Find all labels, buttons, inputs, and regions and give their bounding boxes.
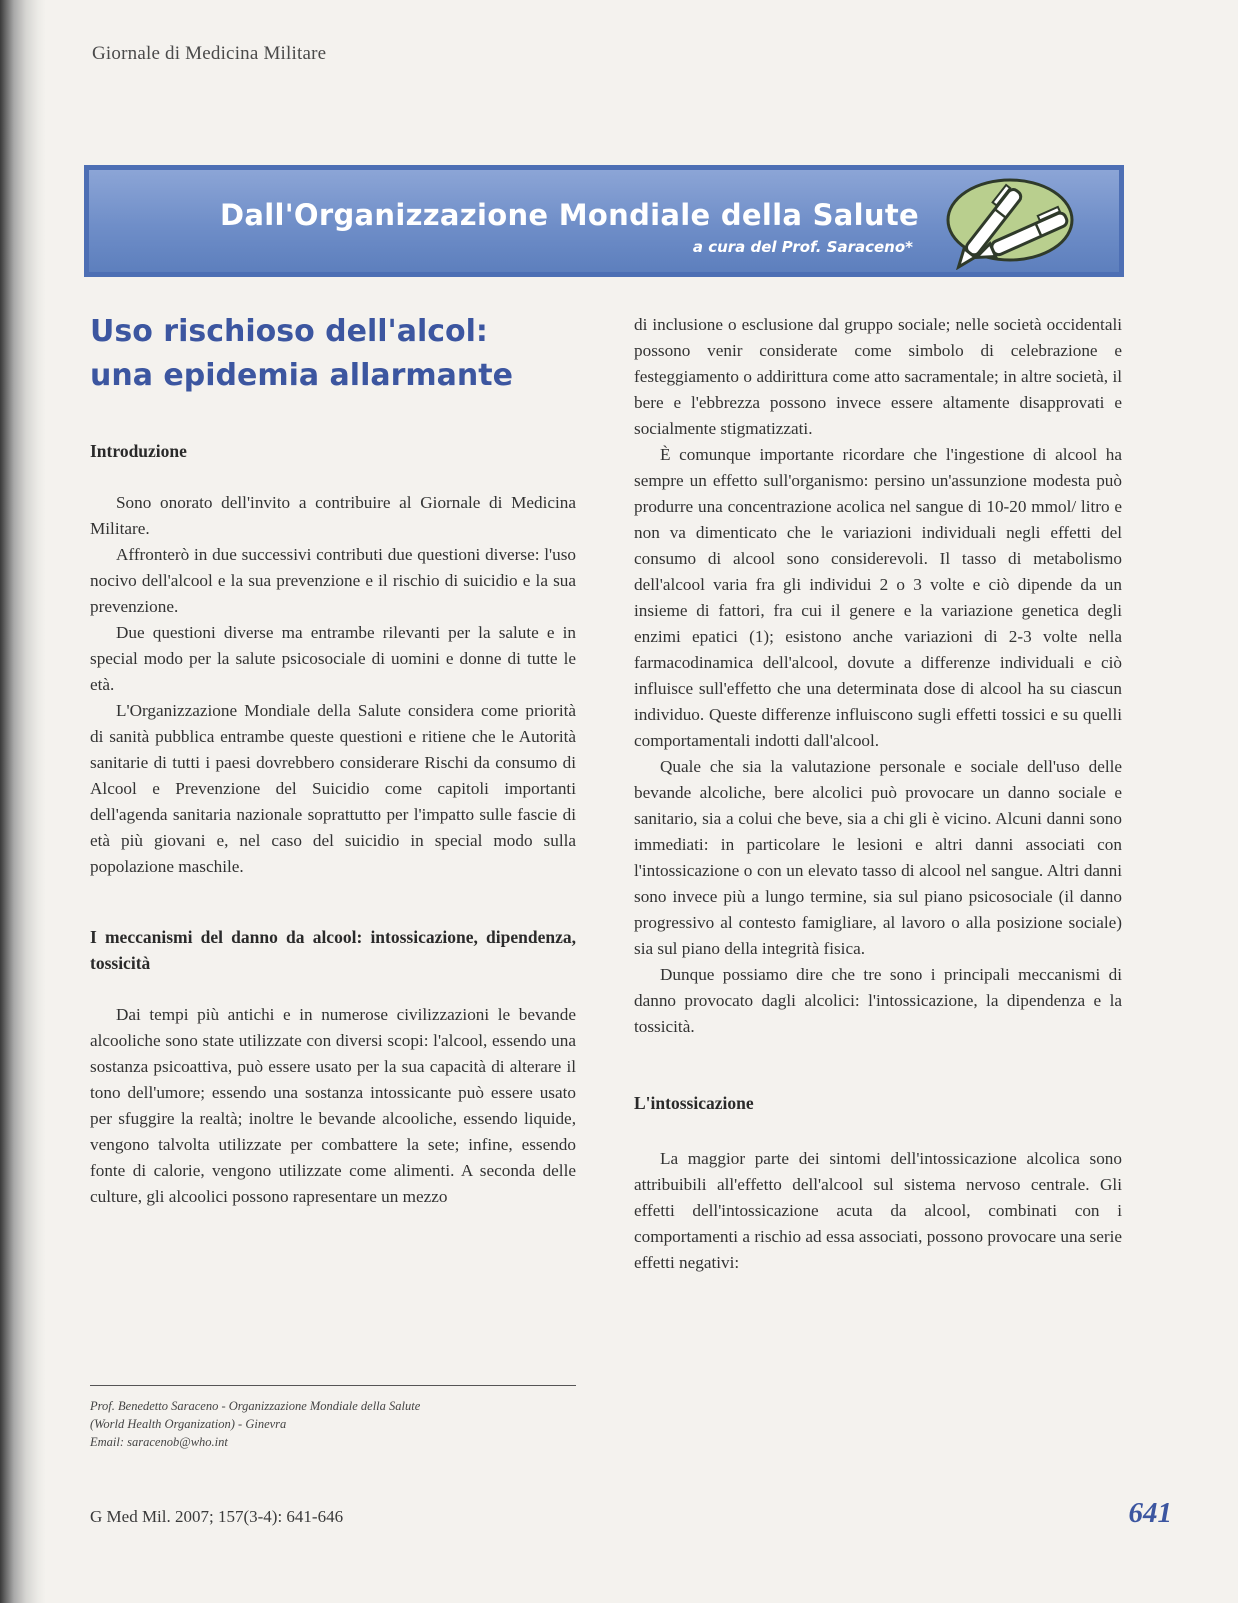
journal-citation: G Med Mil. 2007; 157(3-4): 641-646 — [90, 1507, 344, 1526]
footnote-email: Email: saracenob@who.int — [90, 1435, 228, 1449]
pens-icon — [935, 170, 1085, 270]
section-heading-intossicazione: L'intossicazione — [634, 1093, 754, 1113]
mechanisms-paragraph-3: Quale che sia la valutazione personale e sociale dell'uso delle bevande alcoliche, bere alcolici può provocare un danno sociale e sanitario, sia a colui che beve, sia a chi gli è vicino. Alcuni danni sono immediati: in particolare le lesioni e altri danni associati con l'intossicazione o con un elevato tasso di alcool nel sangue. Altri danni sono invece più a lungo termine, sia sul piano psicosociale (il danno progressivo al contesto famigliare, al lavoro o alla posizione sociale) sia sul piano della integrità fisica. — [634, 757, 1122, 958]
intro-paragraph-4: L'Organizzazione Mondiale della Salute considera come priorità di sanità pubblica entrambe queste questioni e ritiene che le Autorità sanitarie di tutti i paesi dovrebbero considerare Rischi da consumo di Alcool e Prevenzione del Suicidio come capitoli importanti dell'agenda sanitaria nazionale soprattutto per l'impatto sulle fascie di età più giovani e, nel caso del suicidio in special modo sulla popolazione maschile. — [90, 701, 576, 876]
author-footnote — [90, 1397, 576, 1451]
page-binding-shadow — [0, 0, 46, 1603]
article-title-line2: una epidemia allarmante — [90, 358, 513, 393]
mechanisms-paragraph-2: È comunque importante ricordare che l'ingestione di alcool ha sempre un effetto sull'organismo: persino un'assunzione modesta può produrre una concentrazione acolica nel sangue di 10-20 mmol/ litro e non va dimenticato che le variazioni individuali negli effetti del consumo di alcool sono considerevoli. Il tasso di metabolismo dell'alcool varia fra gli individui 2 o 3 volte e ciò dipende da un insieme di fattori, fra cui il genere e la variazione genetica degli enzimi epatici (1); esistono anche variazioni di 2-3 volte nella farmacodinamica dell'alcool, dovute a differenze individuali e ciò influisce sull'effetto che una determinata dose di alcool ha su ciascun individuo. Queste differenze influiscono sugli effetti tossici e su quelli comportamentali indotti dall'alcool. — [634, 445, 1122, 750]
mechanisms-paragraph-1: Dai tempi più antichi e in numerose civilizzazioni le bevande alcooliche sono state utilizzate con diversi scopi: l'alcool, essendo una sostanza psicoattiva, può essere usato per la sua capacità di alterare il tono dell'umore; essendo una sostanza intossicante può essere usato per sfuggire la realtà; inoltre le bevande alcooliche, essendo liquide, vengono talvolta utilizzate per combattere la sete; infine, essendo fonte di calorie, vengono utilizzate come alimenti. A seconda delle culture, gli alcoolici possono rapresentare un mezzo — [90, 1005, 576, 1206]
banner-title: Dall'Organizzazione Mondiale della Salute — [220, 198, 919, 232]
intro-paragraph-1: Sono onorato dell'invito a contribuire al Giornale di Medicina Militare. — [90, 493, 576, 538]
mechanisms-paragraph-1-continued: di inclusione o esclusione dal gruppo sociale; nelle società occidentali possono venir considerate come simbolo di celebrazione e festeggiamento o addirittura come atto sacramentale; in altre società, il bere e l'ebbrezza possono invece essere altamente disapprovati e socialmente stigmatizzati. — [634, 315, 1122, 438]
footnote-organization: (World Health Organization) - Ginevra — [90, 1417, 287, 1431]
article-title-line1: Uso rischioso dell'alcol: — [90, 314, 488, 349]
article-title — [90, 310, 576, 398]
footnote-author: Prof. Benedetto Saraceno - Organizzazione Mondiale della Salute — [90, 1399, 421, 1413]
intoxication-paragraph-1: La maggior parte dei sintomi dell'intossicazione alcolica sono attribuibili all'effetto dell'alcool sul sistema nervoso centrale. Gli effetti dell'intossicazione acuta da alcool, combinati con i comportamenti a rischio ad essa associati, possono provocare una serie effetti negativi: — [634, 1149, 1122, 1272]
intro-paragraph-3: Due questioni diverse ma entrambe rilevanti per la salute e in special modo per la salute psicosociale di uomini e donne di tutte le età. — [90, 623, 576, 694]
banner-subtitle: a cura del Prof. Saraceno* — [692, 238, 913, 256]
section-heading-introduzione: Introduzione — [90, 441, 187, 461]
mechanisms-paragraph-4: Dunque possiamo dire che tre sono i principali meccanismi di danno provocato dagli alcolici: l'intossicazione, la dipendenza e la tossicità. — [634, 965, 1122, 1036]
right-column — [634, 312, 1122, 1276]
intro-paragraph-2: Affronterò in due successivi contributi due questioni diverse: l'uso nocivo dell'alcool e la sua prevenzione e il rischio di suicidio e la sua prevenzione. — [90, 545, 576, 616]
footnote-divider — [90, 1385, 576, 1386]
running-head: Giornale di Medicina Militare — [92, 43, 327, 64]
left-column — [90, 310, 576, 1210]
page-number: 641 — [1128, 1497, 1172, 1529]
section-heading-meccanismi: I meccanismi del danno da alcool: intossicazione, dipendenza, tossicità — [90, 927, 576, 973]
